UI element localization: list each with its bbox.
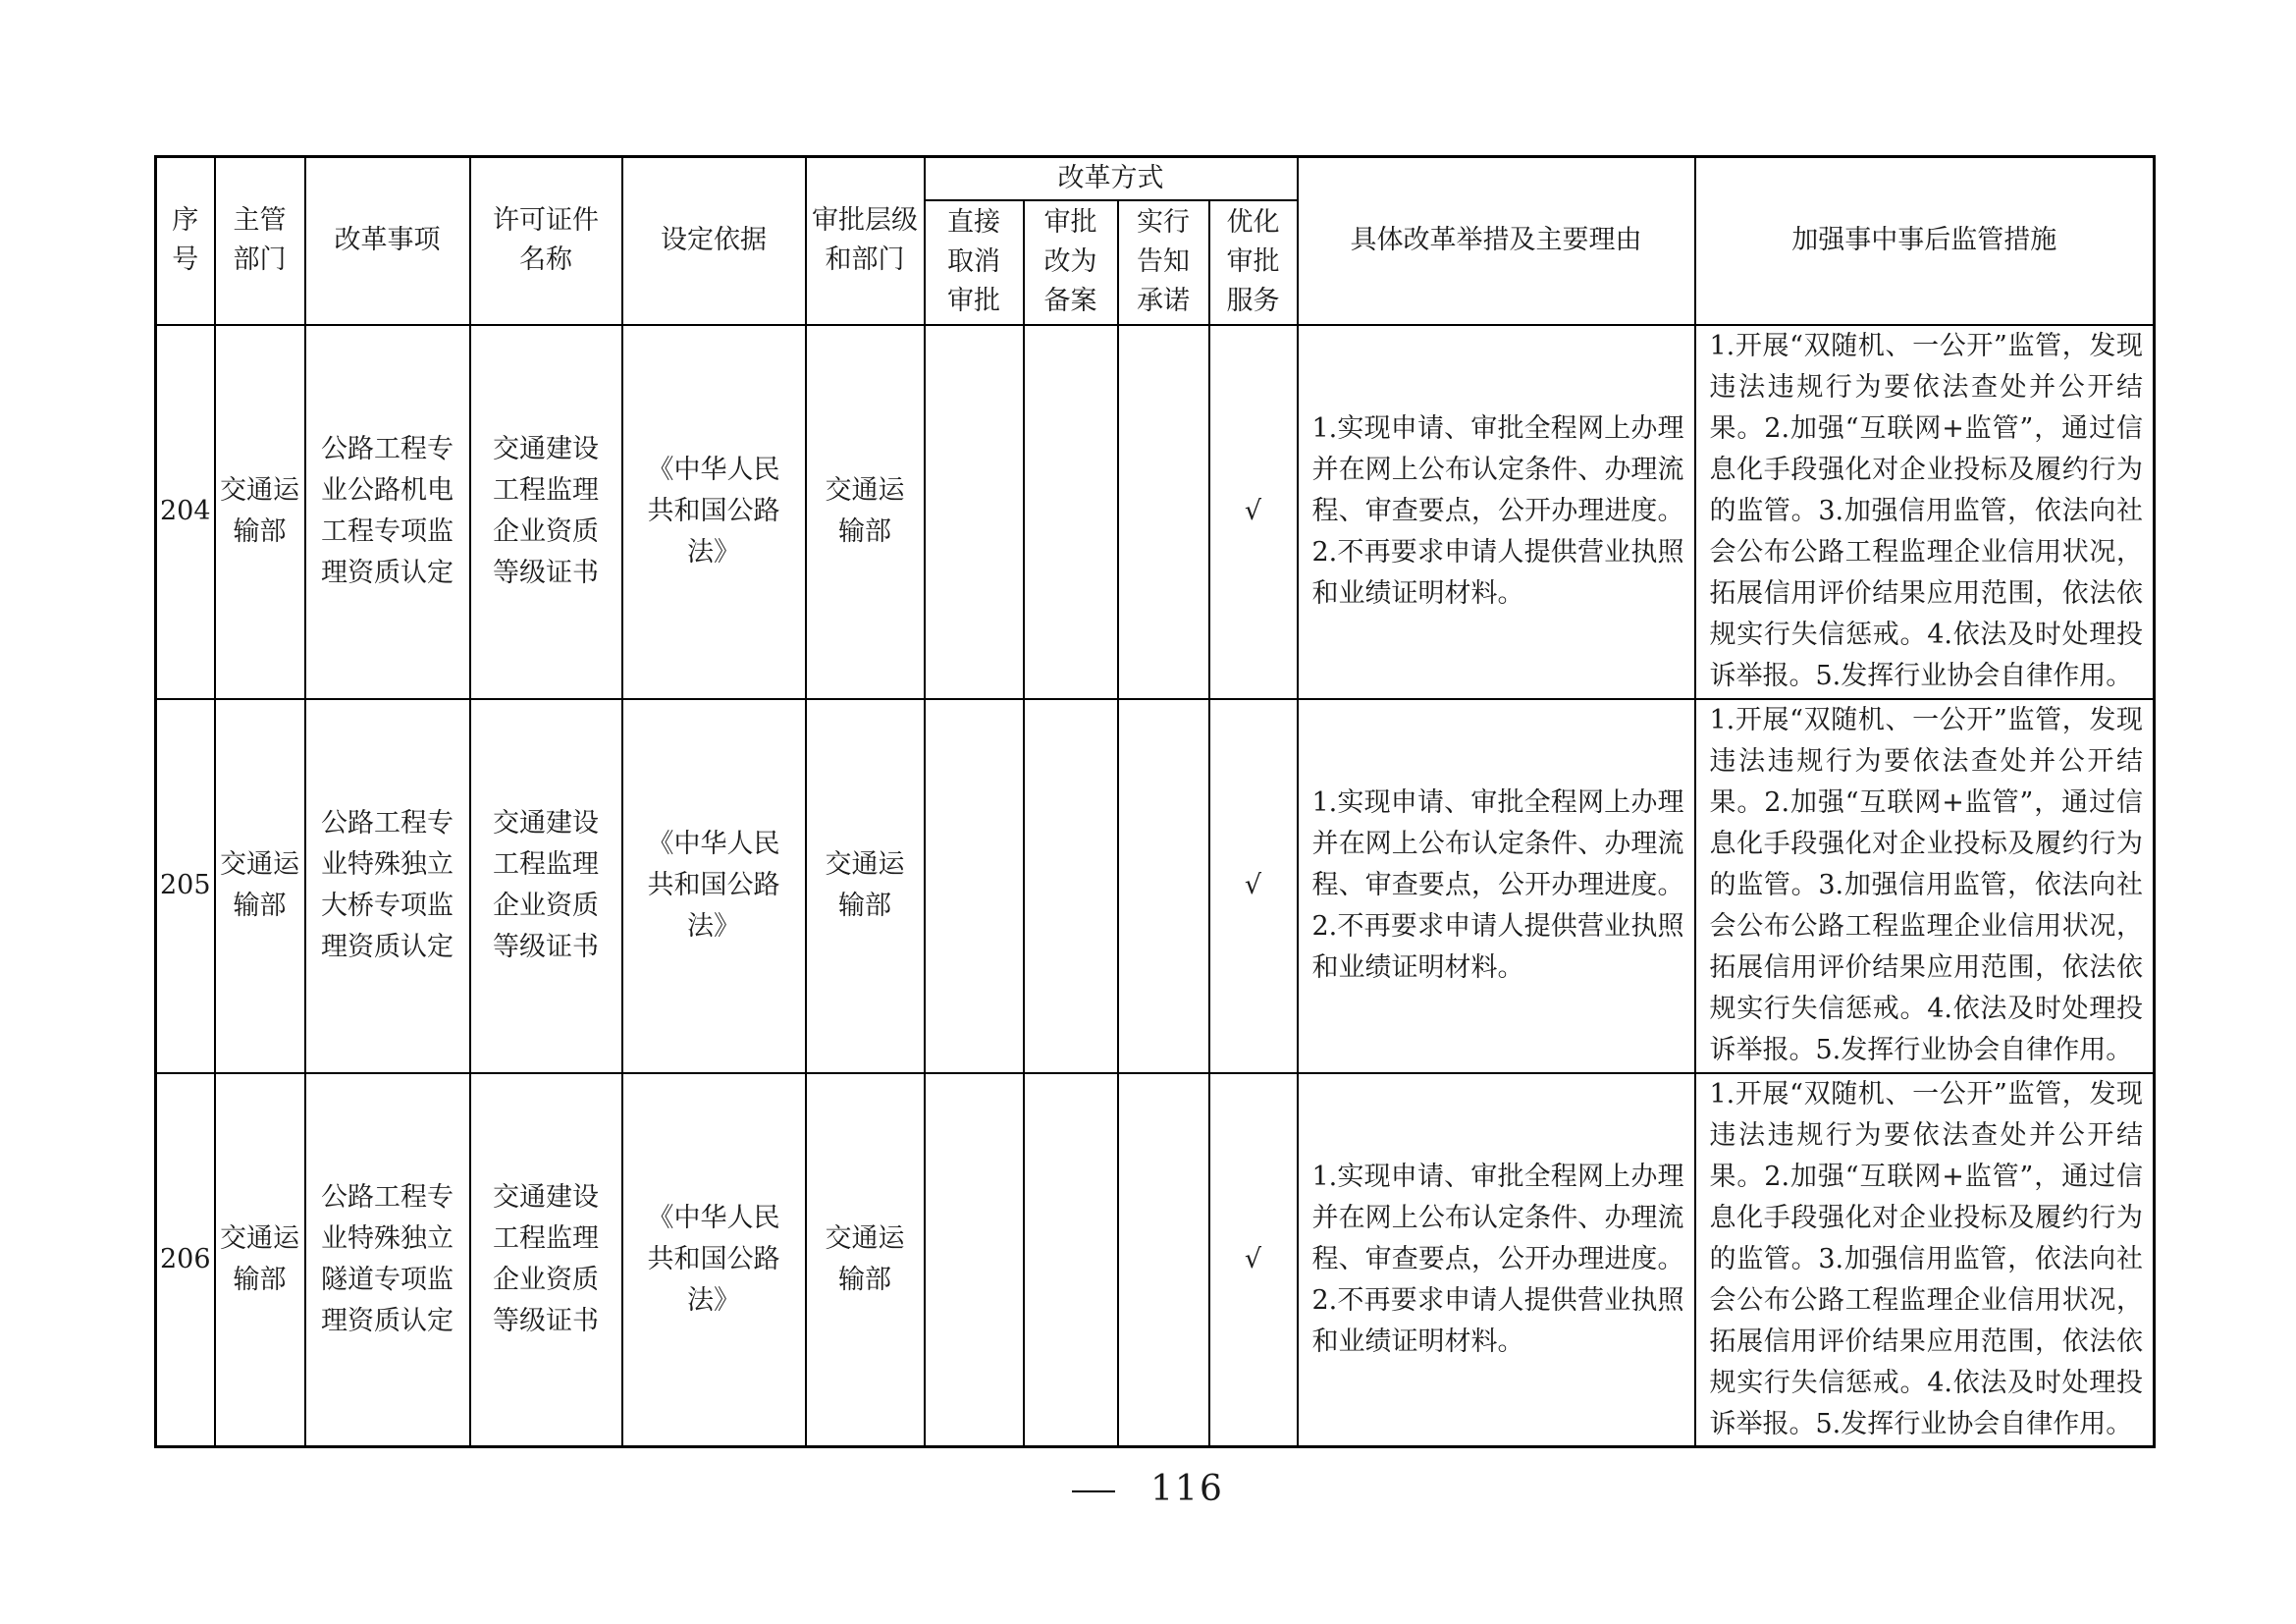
row-basis: 《中华人民共和国公路法》 xyxy=(622,699,806,1073)
row-mode-record xyxy=(1024,325,1118,699)
header-mode-cancel: 直接取消审批 xyxy=(925,200,1024,325)
row-supervision: 1.开展“双随机、一公开”监管，发现违法违规行为要依法查处并公开结果。2.加强“互联网+监管”，通过信息化手段强化对企业投标及履约行为的监管。3.加强信用监管，依法向社会公布公路工程监理企业信用状况，拓展信用评价结果应用范围，依法依规实行失信惩戒。4.依法及时处理投诉举报。5.发挥行业协会自律作用。 xyxy=(1695,325,2155,699)
row-measures: 1.实现申请、审批全程网上办理并在网上公布认定条件、办理流程、审查要点，公开办理进度。2.不再要求申请人提供营业执照和业绩证明材料。 xyxy=(1298,1073,1695,1447)
page-dash xyxy=(1072,1490,1115,1492)
row-measures: 1.实现申请、审批全程网上办理并在网上公布认定条件、办理流程、审查要点，公开办理进度。2.不再要求申请人提供营业执照和业绩证明材料。 xyxy=(1298,325,1695,699)
header-seq: 序号 xyxy=(156,157,215,325)
row-mode-cancel xyxy=(925,699,1024,1073)
header-supervision: 加强事中事后监管措施 xyxy=(1695,157,2155,325)
header-mode-notify: 实行告知承诺 xyxy=(1118,200,1209,325)
page-number: 116 xyxy=(1150,1469,1224,1509)
row-basis: 《中华人民共和国公路法》 xyxy=(622,325,806,699)
row-measures: 1.实现申请、审批全程网上办理并在网上公布认定条件、办理流程、审查要点，公开办理进度。2.不再要求申请人提供营业执照和业绩证明材料。 xyxy=(1298,699,1695,1073)
row-dept: 交通运输部 xyxy=(215,1073,305,1447)
header-level: 审批层级和部门 xyxy=(806,157,925,325)
table-header xyxy=(156,157,2155,325)
header-measures: 具体改革举措及主要理由 xyxy=(1298,157,1695,325)
row-supervision: 1.开展“双随机、一公开”监管，发现违法违规行为要依法查处并公开结果。2.加强“互联网+监管”，通过信息化手段强化对企业投标及履约行为的监管。3.加强信用监管，依法向社会公布公路工程监理企业信用状况，拓展信用评价结果应用范围，依法依规实行失信惩戒。4.依法及时处理投诉举报。5.发挥行业协会自律作用。 xyxy=(1695,699,2155,1073)
row-mode-cancel xyxy=(925,325,1024,699)
row-mode-optimize-check: √ xyxy=(1209,1073,1298,1447)
row-license: 交通建设工程监理企业资质等级证书 xyxy=(470,325,622,699)
table-row xyxy=(156,699,2155,1073)
header-license: 许可证件名称 xyxy=(470,157,622,325)
row-seq: 206 xyxy=(156,1073,215,1447)
header-item: 改革事项 xyxy=(305,157,470,325)
header-mode-optimize: 优化审批服务 xyxy=(1209,200,1298,325)
row-mode-notify xyxy=(1118,325,1209,699)
row-license: 交通建设工程监理企业资质等级证书 xyxy=(470,1073,622,1447)
row-level: 交通运输部 xyxy=(806,699,925,1073)
row-seq: 205 xyxy=(156,699,215,1073)
reform-table xyxy=(154,155,2156,1448)
row-item: 公路工程专业特殊独立隧道专项监理资质认定 xyxy=(305,1073,470,1447)
row-item: 公路工程专业公路机电工程专项监理资质认定 xyxy=(305,325,470,699)
row-seq: 204 xyxy=(156,325,215,699)
row-mode-optimize-check: √ xyxy=(1209,699,1298,1073)
row-dept: 交通运输部 xyxy=(215,325,305,699)
row-level: 交通运输部 xyxy=(806,325,925,699)
table-row xyxy=(156,1073,2155,1447)
row-mode-optimize-check: √ xyxy=(1209,325,1298,699)
row-mode-record xyxy=(1024,699,1118,1073)
row-mode-record xyxy=(1024,1073,1118,1447)
table-row xyxy=(156,325,2155,699)
table-body xyxy=(156,325,2155,1447)
row-license: 交通建设工程监理企业资质等级证书 xyxy=(470,699,622,1073)
header-basis: 设定依据 xyxy=(622,157,806,325)
row-mode-notify xyxy=(1118,699,1209,1073)
row-item: 公路工程专业特殊独立大桥专项监理资质认定 xyxy=(305,699,470,1073)
row-mode-notify xyxy=(1118,1073,1209,1447)
header-reform-mode: 改革方式 xyxy=(925,157,1298,200)
row-supervision: 1.开展“双随机、一公开”监管，发现违法违规行为要依法查处并公开结果。2.加强“互联网+监管”，通过信息化手段强化对企业投标及履约行为的监管。3.加强信用监管，依法向社会公布公路工程监理企业信用状况，拓展信用评价结果应用范围，依法依规实行失信惩戒。4.依法及时处理投诉举报。5.发挥行业协会自律作用。 xyxy=(1695,1073,2155,1447)
header-dept: 主管部门 xyxy=(215,157,305,325)
row-mode-cancel xyxy=(925,1073,1024,1447)
header-mode-record: 审批改为备案 xyxy=(1024,200,1118,325)
row-level: 交通运输部 xyxy=(806,1073,925,1447)
row-basis: 《中华人民共和国公路法》 xyxy=(622,1073,806,1447)
page-footer xyxy=(0,1469,2296,1509)
row-dept: 交通运输部 xyxy=(215,699,305,1073)
